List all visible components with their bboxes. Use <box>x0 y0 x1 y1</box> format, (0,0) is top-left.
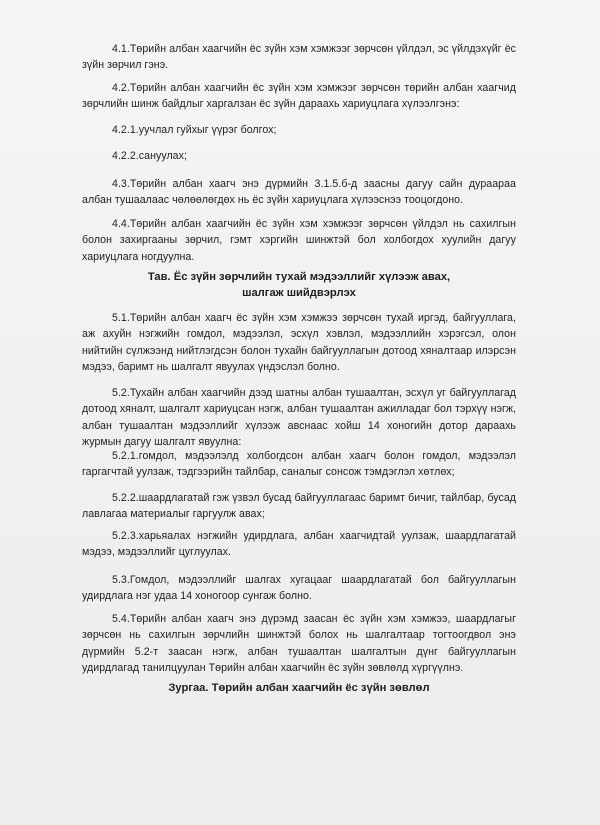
section-6-heading: Зургаа. Төрийн албан хаагчийн ёс зүйн зөвлөл <box>168 682 430 694</box>
paragraph-5-4: 5.4.Төрийн албан хаагч энэ дүрэмд заасан ёс зүйн хэм хэмжээ, шаардлагыг зөрчсөн нь сахилгын зөрчлийн шинжтэй болох нь шалгалтаар тогтоогдвол энэ дүрмийн 5.2-т заасан нэгж, албан тушаалтан шалгалтын дүнг байгууллагын удирдлагад танилцуулан Төрийн албан хаагчийн ёс зүйн зөвлөлд хүргүүлнэ. <box>82 613 516 675</box>
paragraph-5-2-1: 5.2.1.гомдол, мэдээлэлд холбогдсон албан хаагч болон гомдол, мэдээлэл гаргагчтай уулзаж, тэдгээрийн тайлбар, саналыг сонсож тэмдэглэл хөтлөх; <box>82 450 516 479</box>
paragraph-4-4: 4.4.Төрийн албан хаагчийн ёс зүйн хэм хэмжээг зөрчсөн үйлдэл нь сахилгын болон захиргааны зөрчил, гэмт хэргийн шинжтэй бол холбогдох хуулийн дагуу хариуцлага ногдуулна. <box>82 218 516 263</box>
paragraph-5-2-2: 5.2.2.шаардлагатай гэж үзвэл бусад байгууллагаас баримт бичиг, тайлбар, бусад лавлагаа материалыг гаргуулж авах; <box>82 492 516 521</box>
paragraph-4-2-2: 4.2.2.сануулах; <box>112 150 187 162</box>
paragraph-5-1: 5.1.Төрийн албан хаагч ёс зүйн хэм хэмжээ зөрчсөн тухай иргэд, байгууллага, аж ахуйн нэгжийн гомдол, мэдээлэл, эсхүл хэвлэл, мэдээллийн хэрэгсэл, олон нийтийн сүлжээнд нийтлэгдсэн болон тухайн байгууллагын дотоод хяналтаар илэрсэн мэдээ, баримт нь шалгалт явуулах үндэслэл болно. <box>82 312 516 374</box>
paragraph-5-2-3: 5.2.3.харьяалах нэгжийн удирдлага, албан хаагчидтай уулзаж, шаардлагатай мэдээ, мэдээллийг цуглуулах. <box>82 530 516 559</box>
paragraph-4-1: 4.1.Төрийн албан хаагчийн ёс зүйн хэм хэмжээг зөрчсөн үйлдэл, эс үйлдэхүйг ёс зүйн зөрчил гэнэ. <box>82 43 516 72</box>
section-5-heading <box>82 270 516 301</box>
paragraph-4-2: 4.2.Төрийн албан хаагчийн ёс зүйн хэм хэмжээг зөрчсөн төрийн албан хаагчид зөрчлийн шинж байдлыг харгалзан ёс зүйн дараахь хариуцлага хүлээлгэнэ: <box>82 82 516 111</box>
paragraph-4-2-1: 4.2.1.уучлал гуйхыг үүрэг болгох; <box>112 124 277 136</box>
section-5-heading-line-2: шалгаж шийдвэрлэх <box>242 286 356 299</box>
paragraph-4-3: 4.3.Төрийн албан хаагч энэ дүрмийн 3.1.5.б-д заасны дагуу сайн дураараа албан тушаалаас чөлөөлөгдөх нь ёс зүйн хариуцлага хүлээснээ тооцогдоно. <box>82 178 516 207</box>
paragraph-5-2: 5.2.Тухайн албан хаагчийн дээд шатны албан тушаалтан, эсхүл уг байгууллагад дотоод хяналт, шалгалт хариуцсан нэгж, албан тушаалтан ажилладаг бол тэрхүү нэгж, албан тушаалтан мэдээллийг хүлээж авснаас хойш 14 хоногийн дотор дараахь журмын дагуу шалгалт явуулна: <box>82 387 516 449</box>
section-5-heading-line-1: Тав. Ёс зүйн зөрчлийн тухай мэдээллийг хүлээж авах, <box>147 271 451 283</box>
paragraph-5-3: 5.3.Гомдол, мэдээллийг шалгах хугацааг шаардлагатай бол байгууллагын удирдлага нэг удаа 14 хоногоор сунгаж болно. <box>82 574 516 603</box>
